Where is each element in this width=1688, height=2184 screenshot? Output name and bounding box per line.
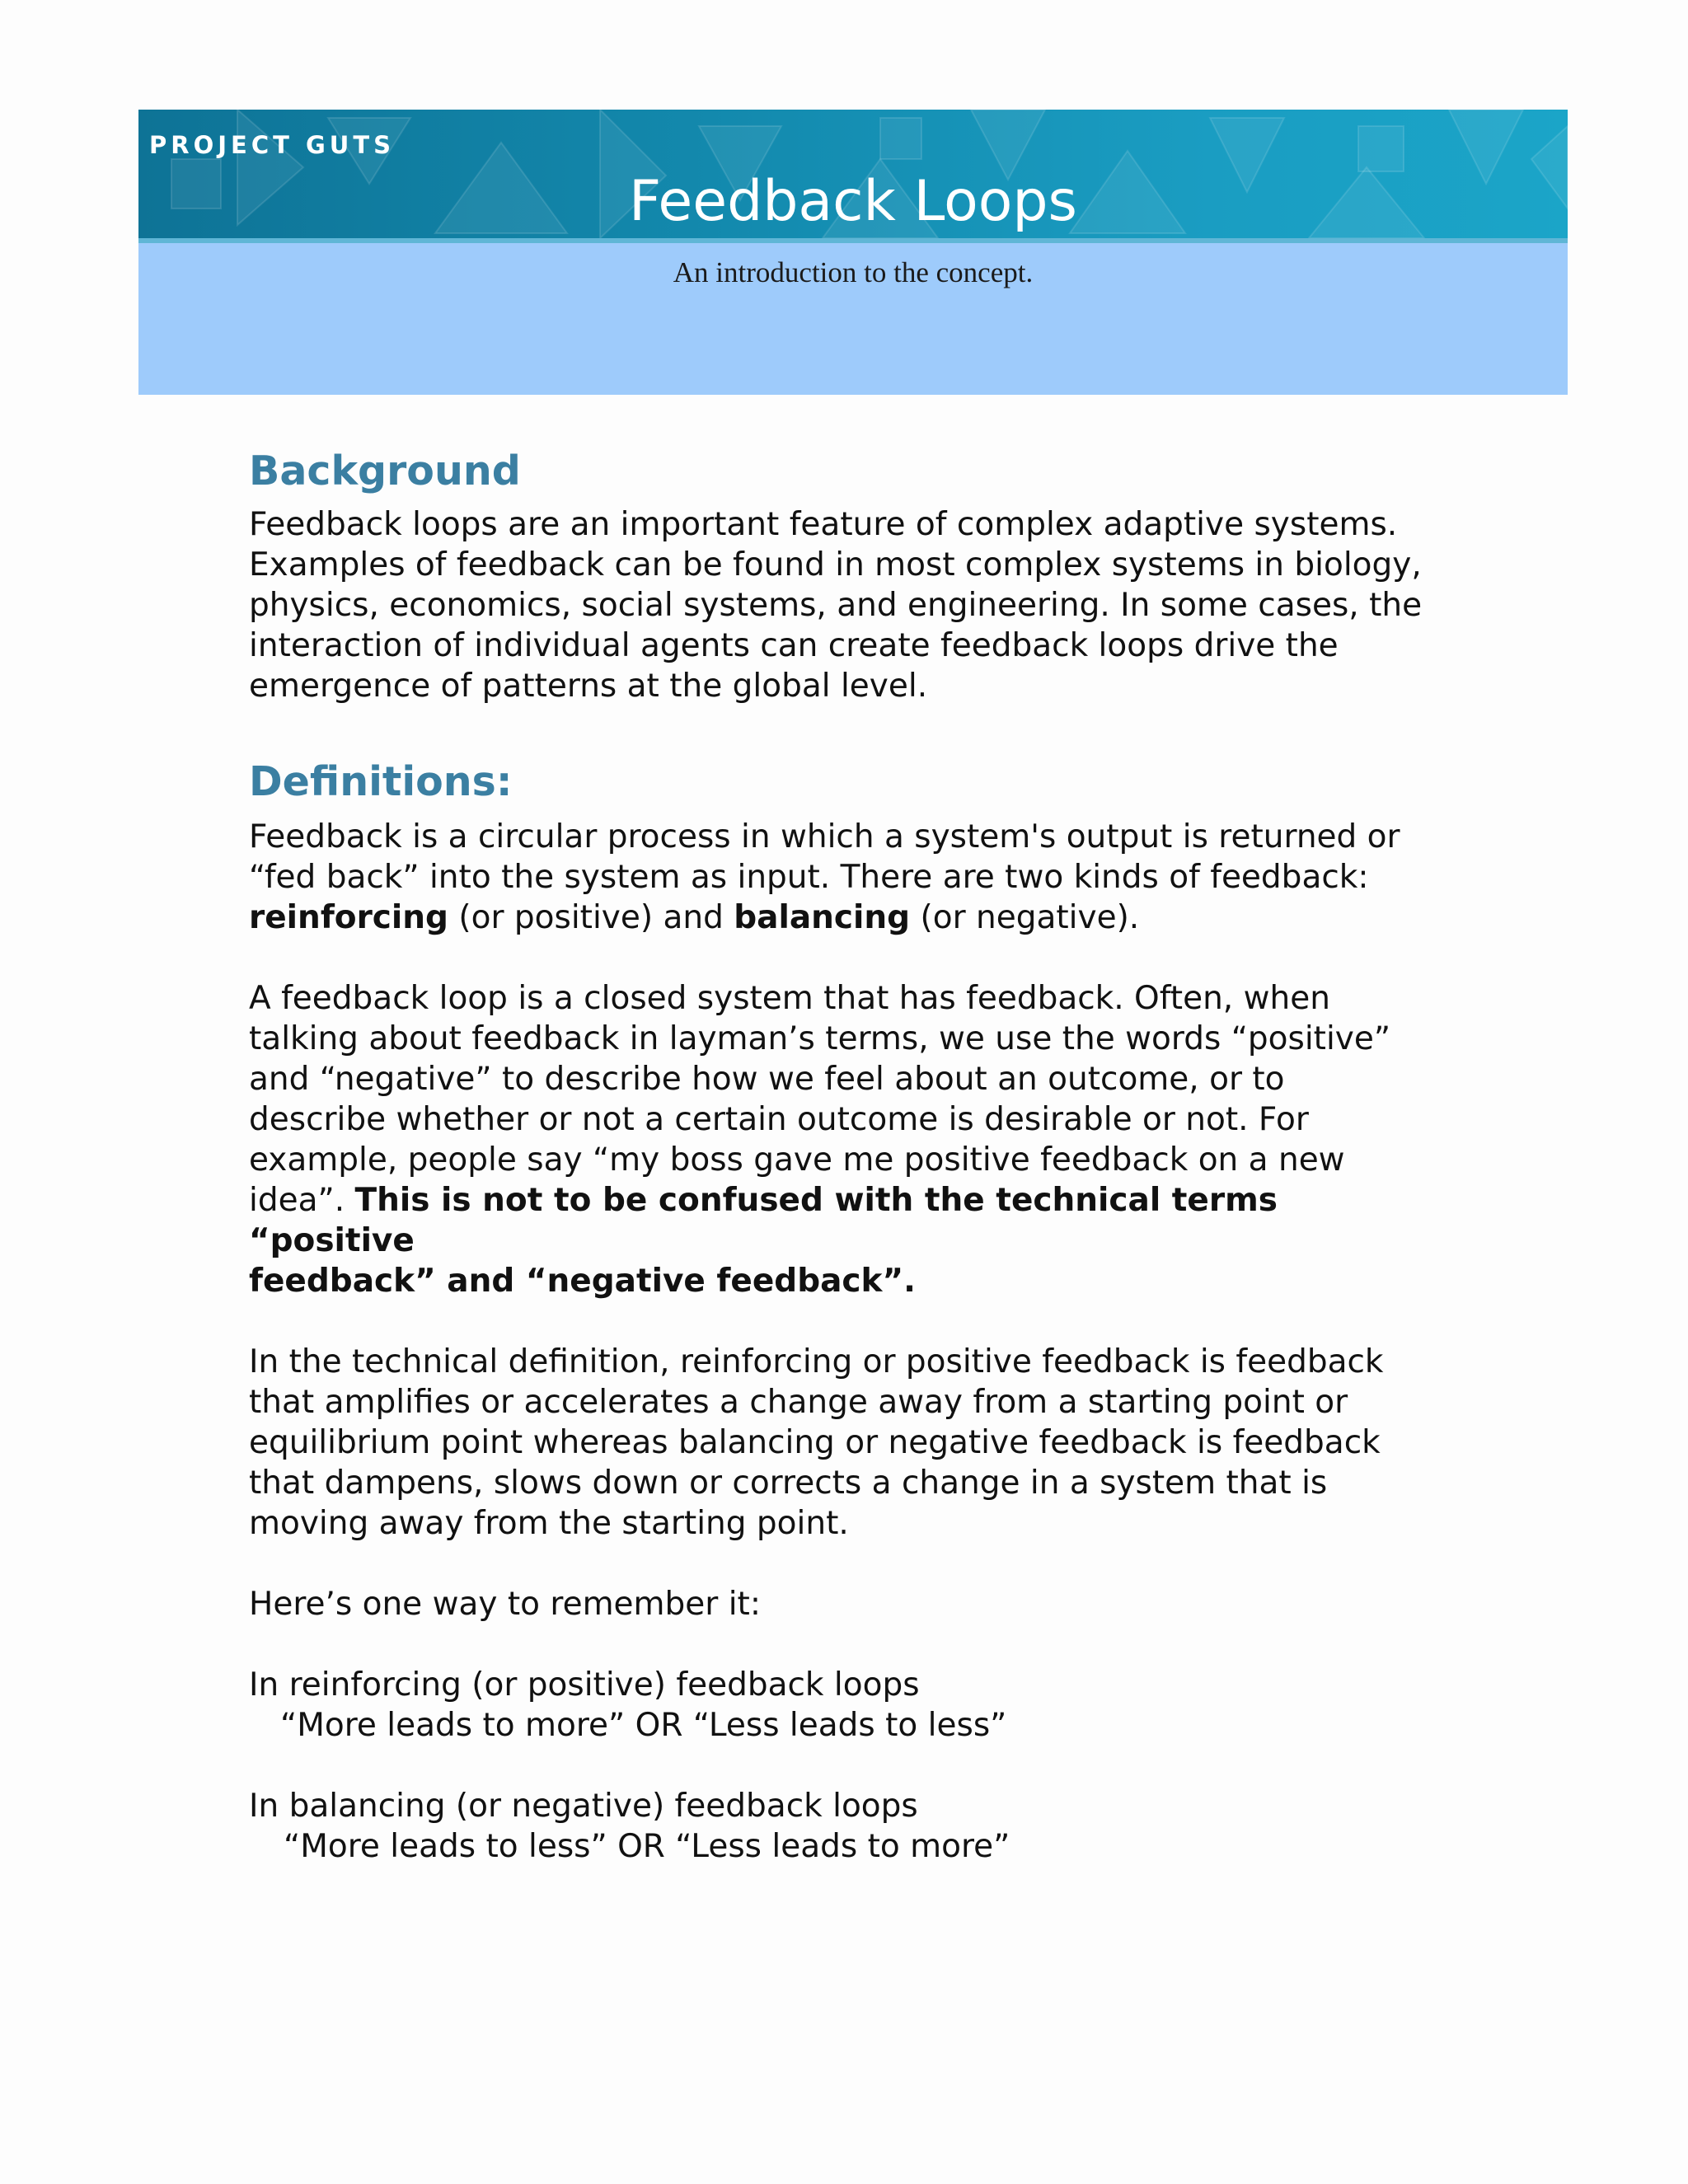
balancing-loops-quote: “More leads to less” OR “Less leads to more”	[284, 1828, 1010, 1865]
background-heading: Background	[249, 448, 521, 494]
remember-intro: Here’s one way to remember it:	[249, 1586, 761, 1623]
document-body	[249, 445, 1452, 1867]
technical-terms-warning: This is not to be confused with the technical terms “positive feedback” and “negative feedback”.	[249, 1182, 1278, 1300]
definitions-paragraph-1-text: Feedback is a circular process in which a system's output is returned or “fed back” into the system as input. There are two kinds of feedback:	[249, 818, 1400, 896]
definitions-paragraph-1-text-2: (or positive) and	[448, 899, 734, 936]
definitions-paragraph-3: In the technical definition, reinforcing or positive feedback is feedback that amplifies or accelerates a change away from a starting point or equilibrium point whereas balancing or negative feedback is feedback that dampens, slows down or corrects a change in a system that is moving away from the starting point.	[249, 1343, 1384, 1542]
reinforcing-term: reinforcing	[249, 899, 448, 936]
definitions-heading: Definitions:	[249, 758, 513, 805]
page-header	[138, 110, 1568, 395]
reinforcing-loops-line: In reinforcing (or positive) feedback loops	[249, 1666, 920, 1704]
reinforcing-loops-quote: “More leads to more” OR “Less leads to less”	[280, 1707, 1007, 1744]
background-paragraph: Feedback loops are an important feature of complex adaptive systems. Examples of feedback can be found in most complex systems in biology, physics, economics, social systems, and engineering. In some cases, the interaction of individual agents can create feedback loops drive the emergence of patterns at the global level.	[249, 506, 1423, 705]
definitions-paragraph-2-text: A feedback loop is a closed system that has feedback. Often, when talking about feedback in layman’s terms, we use the words “positive” and “negative” to describe how we feel about an outcome, or to describe whether or not a certain outcome is desirable or not. For example, people say “my boss gave me positive feedback on a new idea”.	[249, 980, 1391, 1219]
definitions-paragraph-1-text-3: (or negative).	[910, 899, 1140, 936]
title-banner	[138, 110, 1568, 238]
page-subtitle: An introduction to the concept.	[673, 256, 1034, 288]
definitions-paragraph-1	[249, 817, 1452, 938]
balancing-term: balancing	[734, 899, 911, 936]
balancing-loops-line: In balancing (or negative) feedback loops	[249, 1788, 918, 1825]
page-title: Feedback Loops	[629, 169, 1077, 234]
brand-name: PROJECT GUTS	[149, 131, 396, 159]
definitions-paragraph-2	[249, 978, 1452, 1301]
